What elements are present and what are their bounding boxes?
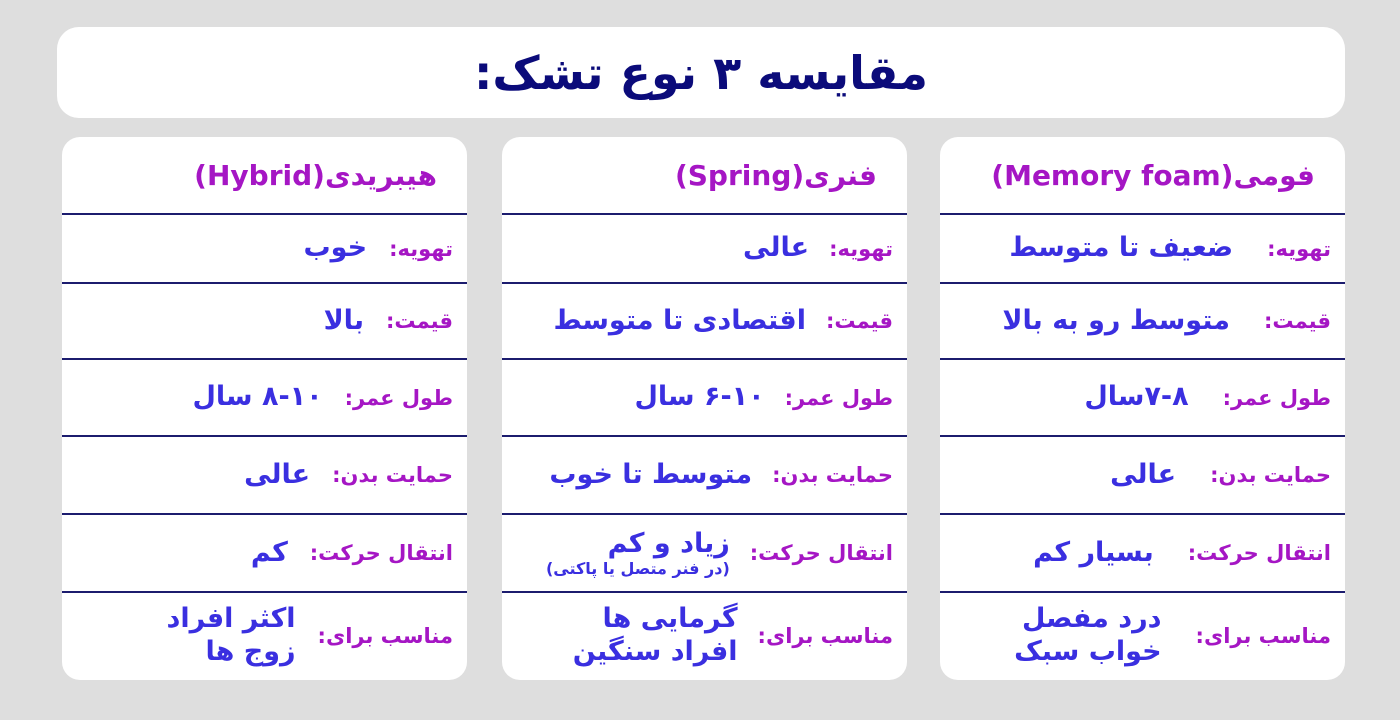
row-support [502,437,907,515]
value-price: اقتصادی تا متوسط [553,304,806,336]
row-support [62,437,467,515]
suitable-line-2: زوج ها [205,635,296,667]
row-suitable [62,593,467,678]
value-price: بالا [323,304,364,336]
label-support: حمایت بدن: [332,463,453,487]
value-suitable [573,603,738,668]
motion-note: (در فنر متصل یا پاکتی) [545,559,730,579]
card-title-en: (Spring) [674,158,805,192]
row-ventilation [502,215,907,284]
label-lifespan: طول عمر: [344,385,453,410]
label-price: قیمت: [825,309,893,333]
label-suitable: مناسب برای: [1195,623,1331,648]
suitable-line-2: افراد سنگین [572,635,738,667]
value-lifespan: ۶-۱۰ سال [634,381,765,413]
motion-main: زیاد و کم [607,528,730,559]
label-suitable: مناسب برای: [757,623,893,648]
label-lifespan: طول عمر: [784,385,893,410]
label-suitable: مناسب برای: [317,623,453,648]
row-support [940,437,1345,515]
row-motion [502,515,907,593]
suitable-line-2: خواب سبک [1014,635,1162,667]
value-ventilation: ضعیف تا متوسط [1009,232,1234,264]
label-ventilation: تهویه: [389,236,453,261]
card-title-en: (Memory foam) [991,158,1234,192]
value-motion: کم [250,536,288,568]
card-title-fa: فومی [1233,158,1315,192]
value-lifespan: ۷-۸سال [1084,381,1189,413]
row-lifespan [62,360,467,437]
value-motion: بسیار کم [1033,536,1154,568]
value-price: متوسط رو به بالا [1002,304,1230,336]
label-ventilation: تهویه: [829,236,893,261]
value-support: عالی [244,458,311,490]
card-spring [502,137,907,680]
card-title-fa: فنری [804,158,877,192]
label-ventilation: تهویه: [1267,236,1331,261]
label-motion: انتقال حرکت: [749,541,893,565]
card-hybrid [62,137,467,680]
value-motion [546,528,730,578]
label-lifespan: طول عمر: [1222,385,1331,410]
card-title-en: (Hybrid) [194,158,325,192]
row-price [940,284,1345,360]
label-support: حمایت بدن: [1210,463,1331,487]
card-memory-foam [940,137,1345,680]
row-motion [940,515,1345,593]
suitable-line-1: اکثر افراد [166,603,296,635]
label-motion: انتقال حرکت: [309,541,453,565]
row-suitable [940,593,1345,678]
label-motion: انتقال حرکت: [1187,541,1331,565]
value-lifespan: ۸-۱۰ سال [192,381,323,413]
label-support: حمایت بدن: [772,463,893,487]
suitable-line-1: درد مفصل [1022,603,1162,635]
value-suitable [1014,603,1161,668]
row-lifespan [940,360,1345,437]
label-price: قیمت: [385,309,453,333]
card-header [940,137,1345,215]
card-header [502,137,907,215]
value-suitable [167,603,296,668]
suitable-line-1: گرمایی ها [602,603,738,635]
value-ventilation: خوب [303,232,368,264]
value-ventilation: عالی [743,232,810,264]
title-banner [57,27,1345,118]
row-ventilation [62,215,467,284]
card-header [62,137,467,215]
row-price [62,284,467,360]
row-lifespan [502,360,907,437]
value-support: متوسط تا خوب [549,458,753,490]
card-title-fa: هیبریدی [324,158,437,192]
label-price: قیمت: [1263,309,1331,333]
page-title: مقایسه ۳ نوع تشک: [473,45,929,100]
row-price [502,284,907,360]
row-motion [62,515,467,593]
value-support: عالی [1110,458,1177,490]
row-suitable [502,593,907,678]
row-ventilation [940,215,1345,284]
